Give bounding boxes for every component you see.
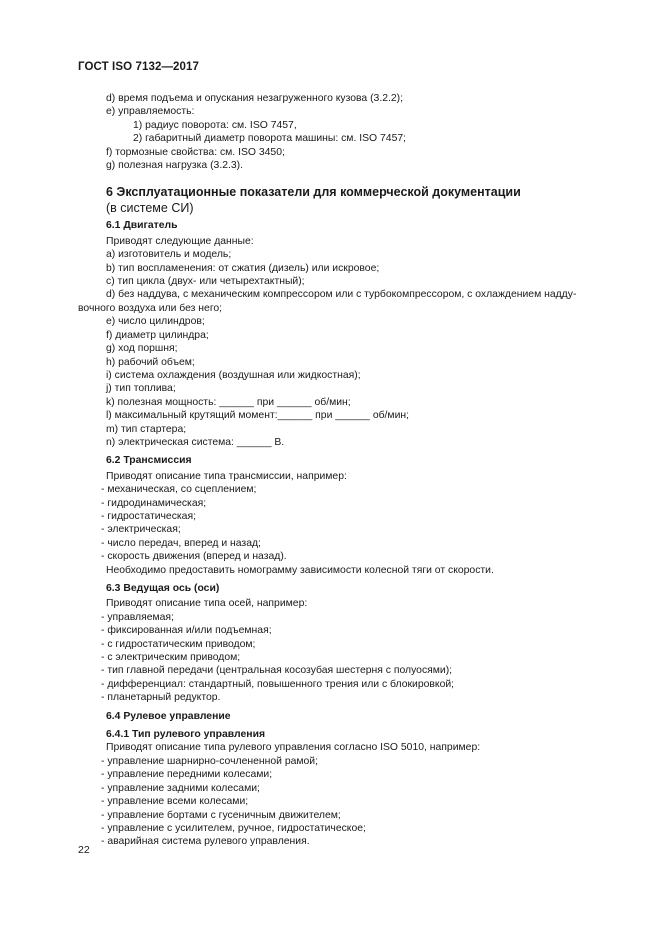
section-6-title: 6 Эксплуатационные показатели для коммерческой документации xyxy=(106,185,521,200)
list-item: e) управляемость: xyxy=(106,106,195,118)
list-item: g) ход поршня; xyxy=(106,343,178,355)
list-item: e) число цилиндров; xyxy=(106,316,205,328)
section-6-4-1-list xyxy=(101,755,616,849)
list-item: h) рабочий объем; xyxy=(106,356,195,368)
list-item: - управление передними колесами; xyxy=(101,769,273,781)
list-item: - электрическая; xyxy=(101,524,181,536)
list-item: - аварийная система рулевого управления. xyxy=(101,836,310,848)
list-item: c) тип цикла (двух- или четырехтактный); xyxy=(106,276,305,288)
list-item: g) полезная нагрузка (3.2.3). xyxy=(106,160,243,172)
section-6-1-heading: 6.1 Двигатель xyxy=(106,220,178,232)
section-6-4-1-intro: Приводят описание типа рулевого управления согласно ISO 5010, например: xyxy=(106,742,481,754)
list-item: - тип главной передачи (центральная косозубая шестерня с полуосями); xyxy=(101,665,453,677)
list-item: - планетарный редуктор. xyxy=(101,692,221,704)
section-6-2-list xyxy=(101,483,616,563)
list-item: j) тип топлива; xyxy=(106,383,176,395)
list-item: - с гидростатическим приводом; xyxy=(101,638,256,650)
section-6-3-list xyxy=(101,611,616,705)
list-item: k) полезная мощность: ______ при ______ об/мин; xyxy=(106,396,351,408)
section-6-4-1-heading: 6.4.1 Тип рулевого управления xyxy=(106,729,266,741)
list-item: - управление бортами с гусеничным движителем; xyxy=(101,809,341,821)
page-number: 22 xyxy=(78,844,90,856)
section-6-2-intro: Приводят описание типа трансмиссии, например: xyxy=(106,470,347,482)
page-content xyxy=(78,92,616,849)
list-item: - управляемая; xyxy=(101,611,174,623)
section-6-3-heading: 6.3 Ведущая ось (оси) xyxy=(106,583,220,594)
list-item: - число передач, вперед и назад; xyxy=(101,537,261,549)
list-item: m) тип стартера; xyxy=(106,423,187,435)
list-item: - с электрическим приводом; xyxy=(101,652,241,664)
list-item: i) система охлаждения (воздушная или жидкостная); xyxy=(106,369,361,381)
list-item: Приводят следующие данные: xyxy=(106,235,254,247)
list-item: 2) габаритный диаметр поворота машины: см. ISO 7457; xyxy=(133,133,407,145)
list-item: - гидростатическая; xyxy=(101,510,196,522)
list-item: n) электрическая система: ______ В. xyxy=(106,436,285,448)
list-item: - управление всеми колесами; xyxy=(101,796,249,808)
section-6-subtitle: (в системе СИ) xyxy=(106,200,194,215)
list-item: - скорость движения (вперед и назад). xyxy=(101,551,287,563)
list-item-continuation: вочного воздуха или без него; xyxy=(78,302,223,314)
list-item: l) максимальный крутящий момент:______ при ______ об/мин; xyxy=(106,410,410,422)
intro-list xyxy=(106,92,616,172)
list-item: - управление с усилителем, ручное, гидростатическое; xyxy=(101,822,366,834)
section-6-1-list xyxy=(78,235,616,450)
list-item: d) без наддува, с механическим компрессором или с турбокомпрессором, с охлаждением надду- xyxy=(106,289,577,301)
section-6-2-heading: 6.2 Трансмиссия xyxy=(106,455,192,467)
list-item: - управление задними колесами; xyxy=(101,782,260,794)
list-item: a) изготовитель и модель; xyxy=(106,249,232,261)
list-item: - гидродинамическая; xyxy=(101,497,207,509)
section-6-2-note: Необходимо предоставить номограмму зависимости колесной тяги от скорости. xyxy=(106,564,494,576)
list-item: - управление шарнирно-сочлененной рамой; xyxy=(101,755,319,767)
list-item: - дифференциал: стандартный, повышенного трения или с блокировкой; xyxy=(101,678,455,690)
list-item: 1) радиус поворота: см. ISO 7457, xyxy=(133,119,297,131)
list-item: d) время подъема и опускания незагруженного кузова (3.2.2); xyxy=(106,93,404,104)
document-header: ГОСТ ISO 7132—2017 xyxy=(78,61,200,73)
list-item: b) тип воспламенения: от сжатия (дизель) или искровое; xyxy=(106,262,380,274)
section-6-3-intro: Приводят описание типа осей, например: xyxy=(106,598,308,610)
list-item: - фиксированная и/или подъемная; xyxy=(101,625,272,637)
list-item: - механическая, со сцеплением; xyxy=(101,484,257,496)
list-item: f) диаметр цилиндра; xyxy=(106,329,209,341)
list-item: f) тормозные свойства: см. ISO 3450; xyxy=(106,146,285,158)
section-6-4-heading: 6.4 Рулевое управление xyxy=(106,710,231,722)
